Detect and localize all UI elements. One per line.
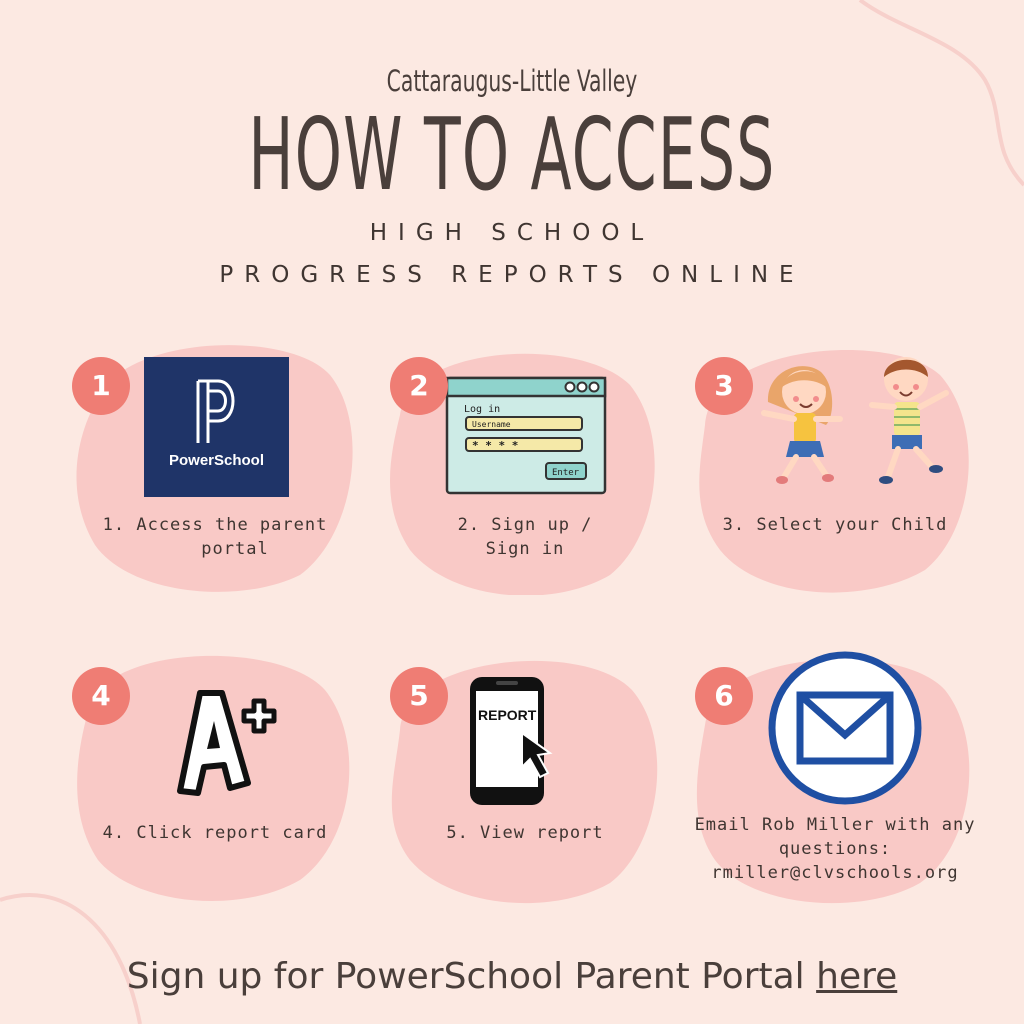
step-number-badge: 3 xyxy=(695,357,753,415)
step-card-5 xyxy=(380,645,670,905)
school-name: Cattaraugus-Little Valley xyxy=(386,64,638,98)
step-caption-line: portal xyxy=(201,539,269,559)
step-caption xyxy=(400,513,650,561)
step-number-badge: 4 xyxy=(72,667,130,725)
step-card-6 xyxy=(690,645,980,905)
powerschool-logo[interactable] xyxy=(144,357,289,497)
signup-call-to-action xyxy=(0,956,1024,997)
page-title: HOW TO ACCESS xyxy=(248,96,776,213)
step-caption-line: Email Rob Miller with any xyxy=(694,815,976,835)
step-card-1 xyxy=(70,335,360,595)
step-card-2 xyxy=(380,335,670,595)
step-number-badge: 2 xyxy=(390,357,448,415)
step-card-4 xyxy=(70,645,360,905)
login-password-mask: * * * * xyxy=(472,439,519,452)
step-caption xyxy=(80,821,350,845)
grade-label: A+ xyxy=(170,683,172,684)
login-window-icon xyxy=(444,375,609,497)
powerschool-logo-text: PowerSchool xyxy=(168,452,265,469)
powerschool-p-icon xyxy=(192,377,242,447)
step-number-badge: 6 xyxy=(695,667,753,725)
step-caption-line: 2. Sign up / xyxy=(457,515,593,535)
step-caption-line: 4. Click report card xyxy=(102,823,328,843)
step-number-badge: 1 xyxy=(72,357,130,415)
step-caption-line: 1. Access the parent xyxy=(102,515,328,535)
step-number-badge: 5 xyxy=(390,667,448,725)
step-caption-line: Sign in xyxy=(485,539,565,559)
step-caption xyxy=(680,813,990,885)
login-enter-button: Enter xyxy=(552,468,580,478)
subtitle-high-school: HIGH SCHOOL xyxy=(369,220,655,246)
login-heading: Log in xyxy=(464,404,501,415)
signup-text: Sign up for PowerSchool Parent Portal xyxy=(126,956,817,997)
phone-screen-text: REPORT xyxy=(478,707,537,723)
signup-here-link[interactable]: here xyxy=(816,956,898,997)
step-caption-line: 5. View report xyxy=(446,823,604,843)
subtitle-progress-reports: PROGRESS REPORTS ONLINE xyxy=(219,262,805,288)
a-plus-icon xyxy=(170,683,280,798)
step-caption xyxy=(390,821,660,845)
children-illustration xyxy=(756,347,956,492)
step-caption xyxy=(90,513,340,561)
step-caption-line: 3. Select your Child xyxy=(722,515,948,535)
step-caption xyxy=(700,513,970,537)
step-caption-line: questions: xyxy=(778,839,892,859)
login-username-label: Username xyxy=(472,420,511,429)
phone-report-icon xyxy=(464,675,564,807)
mail-icon[interactable] xyxy=(766,649,924,807)
email-address-link[interactable]: rmiller@clvschools.org xyxy=(711,863,959,883)
step-card-3 xyxy=(690,335,980,595)
